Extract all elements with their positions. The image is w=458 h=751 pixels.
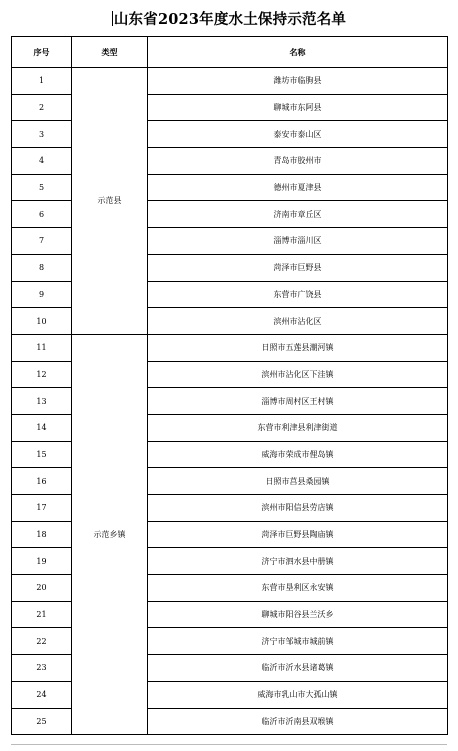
cell-seq: 14 <box>12 414 72 441</box>
cell-seq: 13 <box>12 388 72 415</box>
cell-name: 东营市利津县利津街道 <box>148 414 448 441</box>
cell-seq: 21 <box>12 601 72 628</box>
cell-seq: 5 <box>12 174 72 201</box>
document-title[interactable] <box>0 8 458 29</box>
table-row <box>12 68 448 95</box>
cell-name: 菏泽市巨野县陶庙镇 <box>148 521 448 548</box>
cell-seq: 1 <box>12 68 72 95</box>
cell-seq: 24 <box>12 681 72 708</box>
cell-seq: 19 <box>12 548 72 575</box>
cell-name: 聊城市阳谷县兰沃乡 <box>148 601 448 628</box>
cell-name: 淄博市淄川区 <box>148 228 448 255</box>
cell-seq: 22 <box>12 628 72 655</box>
cell-name: 威海市荣成市俚岛镇 <box>148 441 448 468</box>
cell-type: 示范县 <box>72 68 148 335</box>
cell-name: 东营市垦利区永安镇 <box>148 575 448 602</box>
cell-seq: 3 <box>12 121 72 148</box>
cell-seq: 9 <box>12 281 72 308</box>
cell-name: 济宁市邹城市城前镇 <box>148 628 448 655</box>
cell-seq: 10 <box>12 308 72 335</box>
page-bottom-rule <box>11 744 447 745</box>
cell-seq: 20 <box>12 575 72 602</box>
cell-seq: 2 <box>12 94 72 121</box>
table-header-row <box>12 37 448 68</box>
cell-name: 滨州市阳信县劳店镇 <box>148 495 448 522</box>
cell-seq: 12 <box>12 361 72 388</box>
cell-seq: 7 <box>12 228 72 255</box>
cell-name: 聊城市东阿县 <box>148 94 448 121</box>
cell-name: 泰安市泰山区 <box>148 121 448 148</box>
cell-name: 德州市夏津县 <box>148 174 448 201</box>
cell-name: 东营市广饶县 <box>148 281 448 308</box>
cell-seq: 4 <box>12 148 72 175</box>
cell-seq: 18 <box>12 521 72 548</box>
cell-name: 滨州市沾化区下洼镇 <box>148 361 448 388</box>
cell-seq: 17 <box>12 495 72 522</box>
cell-name: 潍坊市临朐县 <box>148 68 448 95</box>
text-cursor <box>112 11 113 26</box>
header-seq: 序号 <box>12 37 72 68</box>
cell-seq: 16 <box>12 468 72 495</box>
cell-name: 青岛市胶州市 <box>148 148 448 175</box>
cell-seq: 6 <box>12 201 72 228</box>
cell-seq: 11 <box>12 334 72 361</box>
document-title-text: 山东省2023年度水土保持示范名单 <box>113 11 347 28</box>
cell-name: 济南市章丘区 <box>148 201 448 228</box>
table-body <box>12 68 448 735</box>
cell-seq: 23 <box>12 655 72 682</box>
cell-seq: 15 <box>12 441 72 468</box>
cell-name: 威海市乳山市大孤山镇 <box>148 681 448 708</box>
cell-name: 临沂市沂南县双堠镇 <box>148 708 448 735</box>
cell-name: 日照市五莲县潮河镇 <box>148 334 448 361</box>
cell-seq: 25 <box>12 708 72 735</box>
header-type: 类型 <box>72 37 148 68</box>
cell-name: 日照市莒县桑园镇 <box>148 468 448 495</box>
cell-name: 滨州市沾化区 <box>148 308 448 335</box>
demonstration-list-table <box>11 36 448 735</box>
table-row <box>12 334 448 361</box>
cell-name: 淄博市周村区王村镇 <box>148 388 448 415</box>
cell-name: 济宁市泗水县中册镇 <box>148 548 448 575</box>
header-name: 名称 <box>148 37 448 68</box>
cell-seq: 8 <box>12 254 72 281</box>
cell-type: 示范乡镇 <box>72 334 148 734</box>
cell-name: 菏泽市巨野县 <box>148 254 448 281</box>
cell-name: 临沂市沂水县诸葛镇 <box>148 655 448 682</box>
